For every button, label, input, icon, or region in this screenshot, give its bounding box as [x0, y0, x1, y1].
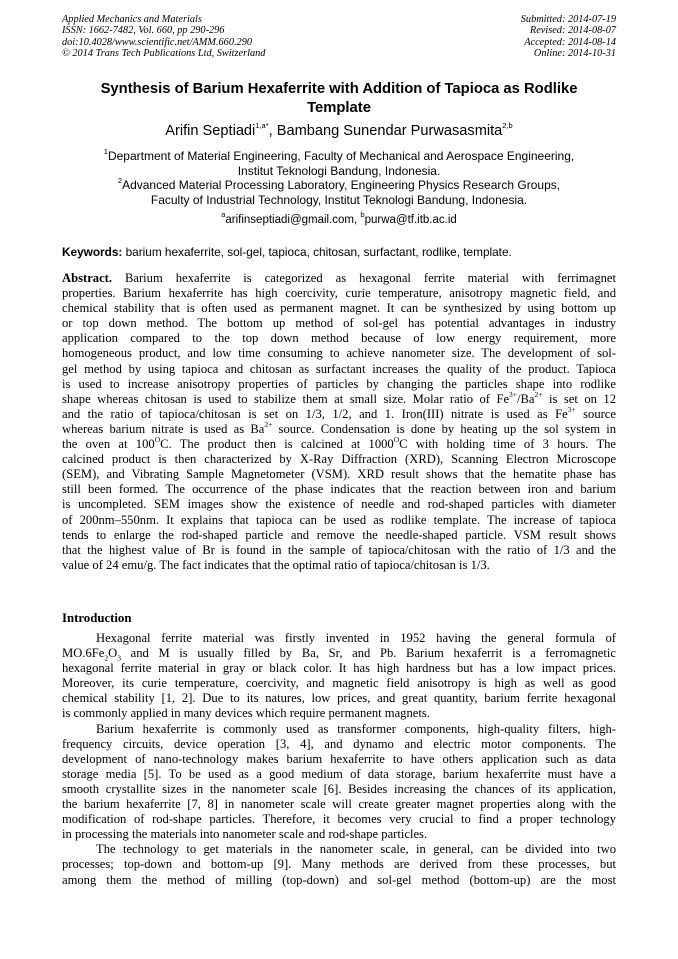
abstract-line — [62, 404, 616, 422]
affiliation-1-sup: 1 — [103, 147, 108, 156]
abstract-text: C. The product then is calcined at 1000 — [160, 437, 394, 452]
superscript: 3+ — [567, 404, 576, 414]
paragraph-line: is commonly applied in many devices which require permanent magnets. — [62, 706, 430, 721]
author-1-sup: 1,a* — [255, 121, 269, 131]
author-emails — [62, 210, 616, 227]
journal-name: Applied Mechanics and Materials — [62, 14, 202, 25]
email-b-sup: b — [360, 210, 365, 220]
superscript: 3+ — [509, 389, 518, 399]
abstract-text: source. Condensation is done by heating up the sol system in — [272, 421, 616, 436]
affiliation-2-line-2: Faculty of Industrial Technology, Institut Teknologi Bandung, Indonesia. — [150, 192, 528, 207]
introduction-body — [62, 631, 616, 888]
affiliation-1-line-1 — [62, 149, 616, 164]
date-online: Online: 2014-10-31 — [533, 48, 616, 60]
paragraph-text: O — [108, 646, 118, 661]
paragraph-text: and M is usually filled by Ba, Sr, and Pb. Barium hexaferrit is a ferromagnetic — [120, 646, 616, 661]
abstract — [62, 271, 616, 573]
title-line-1: Synthesis of Barium Hexaferrite with Addition of Tapioca as Rodlike — [100, 81, 578, 97]
paragraph-line: chemical stability [1, 2]. Due to its natures, low prices, and great quantity, barium ferrite hexagonal — [62, 691, 616, 706]
author-2-sup: 2,b — [502, 121, 513, 131]
superscript: 2+ — [534, 389, 543, 399]
paragraph-line: development of nano-technology makes barium hexaferrite to have others application such as data — [62, 751, 616, 766]
affiliation-2-text: Advanced Material Processing Laboratory, Engineering Physics Research Groups, — [122, 178, 561, 193]
paragraph-line: frequency circuits, device operation [3, 4], and dynamo and electric motor components. The — [62, 736, 616, 751]
abstract-text: shape whereas chitosan is used to stabilize them at small size. Molar ratio of Fe — [62, 391, 510, 406]
paragraph-line: smooth crystallite sizes in the nanometer scale [6]. Besides increasing the chances of its application, — [62, 781, 616, 796]
abstract-line — [62, 419, 616, 437]
superscript: O — [393, 434, 400, 444]
abstract-line: is uncompleted. SEM images show the existence of needle and rod-shaped particles with diameter — [62, 497, 616, 512]
abstract-label: Abstract. — [62, 271, 113, 285]
affiliation-1-line-2: Institut Teknologi Bandung, Indonesia. — [237, 163, 441, 178]
abstract-line — [62, 271, 616, 286]
abstract-text: Barium hexaferrite is categorized as hexagonal ferrite material with ferrimagnet — [112, 271, 616, 285]
abstract-line: properties. Barium hexaferrite has high coercivity, curie temperature, anisotropy magnetic field, and — [62, 286, 616, 301]
abstract-line: that the highest value of Br is found in the sample of tapioca/chitosan with the ratio of 1/3 and the — [62, 542, 616, 557]
paragraph-line: the barium hexaferrite [7, 8] in nanometer scale will create greater magnet properties along with the — [62, 797, 616, 812]
abstract-line: calcined product is then characterized by X-Ray Diffraction (XRD), Scanning Electron Microscope — [62, 452, 616, 467]
email-b[interactable]: purwa@tf.itb.ac.id — [364, 214, 457, 226]
affiliations — [62, 149, 616, 207]
superscript: 2+ — [264, 419, 273, 429]
affiliation-2-line-1 — [62, 178, 616, 193]
paragraph-line: storage media [5]. To be used as a good medium of data storage, barium hexaferrite must have a — [62, 766, 616, 781]
abstract-text: whereas barium nitrate is used as Ba — [62, 421, 265, 436]
journal-copyright: © 2014 Trans Tech Publications Ltd, Switzerland — [62, 48, 266, 60]
paragraph-line — [62, 646, 616, 661]
abstract-line — [62, 389, 616, 407]
abstract-text: C with holding time of 3 hours. The — [399, 437, 617, 452]
email-a[interactable]: arifinseptiadi@gmail.com, — [225, 214, 361, 226]
date-accepted: Accepted: 2014-08-14 — [524, 36, 616, 48]
author-list — [62, 122, 616, 140]
paragraph-line: Barium hexaferrite is commonly used as transformer components, high-quality filters, high- — [96, 721, 616, 736]
abstract-line: (SEM), and Vibrating Sample Magnetometer (VSM). XRD result shows that the hematite phase has — [62, 467, 616, 482]
keywords — [62, 245, 616, 260]
subscript: 2 — [104, 653, 109, 663]
title-line-2: Template — [307, 100, 371, 116]
keywords-label: Keywords: — [62, 245, 123, 259]
abstract-line: tends to enlarge the rod-shaped particle and remove the needle-shaped particle. VSM result shows — [62, 527, 616, 542]
abstract-text: is set on 12 — [542, 391, 616, 406]
abstract-text: source — [575, 406, 616, 421]
abstract-line: chemical stability that is often used as permanent magnet. It can be synthesized by using bottom up — [62, 301, 616, 316]
affiliation-1-text: Department of Material Engineering, Faculty of Mechanical and Aerospace Engineering, — [107, 149, 575, 163]
abstract-line: or top down method. The bottom up method of sol-gel has potential advantages in industry — [62, 316, 616, 331]
abstract-line: application compared to the top down method because of low energy requirement, more — [62, 331, 616, 346]
submission-dates — [521, 14, 616, 60]
email-a-sup: a — [221, 210, 226, 220]
journal-doi: doi:10.4028/www.scientific.net/AMM.660.290 — [62, 36, 252, 48]
date-revised: Revised: 2014-08-07 — [529, 25, 616, 37]
abstract-line: of 200nm–550nm. It explains that tapioca can be used as rodlike template. The increase of tapioca — [62, 512, 616, 527]
journal-info — [62, 14, 265, 60]
paragraph-line: modification of rod-shape particles. Therefore, it becomes very crucial to find a proper technology — [62, 812, 616, 827]
paragraph-line: in processing the materials into nanometer scale and rod-shape particles. — [62, 827, 428, 842]
author-separator: , — [268, 123, 277, 139]
paragraph-line: Hexagonal ferrite material was firstly invented in 1952 having the general formula of — [96, 631, 616, 645]
abstract-text: and the ratio of tapioca/chitosan is set on 1/3, 1/2, and 1. Iron(III) nitrate is used as Fe — [62, 406, 568, 421]
author-2: Bambang Sunendar Purwasasmita — [276, 123, 503, 139]
abstract-text: the oven at 100 — [62, 437, 155, 452]
superscript: O — [154, 434, 161, 444]
abstract-line: homogeneous product, and low time consuming to achieve nanometer size. The development of sol- — [62, 346, 616, 361]
paragraph-line: among them the method of milling (top-down) and sol-gel method (bottom-up) are the most — [62, 872, 616, 887]
abstract-line — [62, 434, 617, 452]
paragraph-line: The technology to get materials in the nanometer scale, in general, can be divided into two — [96, 842, 616, 857]
abstract-text: /Ba — [517, 391, 535, 406]
abstract-line: gel method by using tapioca and chitosan as surfactant increases the quality of the product. Tapioca — [62, 361, 616, 376]
subscript: 3 — [117, 653, 121, 663]
paragraph-line: processes; top-down and bottom-up [9]. Many methods are derived from these processes, but — [62, 857, 616, 872]
paragraph-text: MO.6Fe — [62, 646, 105, 661]
paragraph-line: Moreover, its curie temperature, coercivity, and magnetic field anisotropy is high as well as good — [62, 676, 616, 691]
journal-issn: ISSN: 1662-7482, Vol. 660, pp 290-296 — [62, 25, 225, 37]
affiliation-2-sup: 2 — [117, 176, 123, 186]
author-1: Arifin Septiadi — [165, 123, 256, 139]
date-submitted: Submitted: 2014-07-19 — [520, 14, 616, 25]
section-heading-introduction: Introduction — [62, 611, 132, 625]
abstract-line: value of 24 emu/g. The fact indicates that the optimal ratio of tapioca/chitosan is 1/3. — [62, 557, 490, 572]
abstract-line: is used to increase anisotropy properties of particles by changing the particles shape into rodlike — [62, 376, 616, 391]
keywords-text: barium hexaferrite, sol-gel, tapioca, chitosan, surfactant, rodlike, template. — [122, 245, 512, 259]
abstract-line: still been formed. The occurrence of the phase indicates that the reaction between iron and barium — [62, 482, 616, 497]
paper-title — [62, 80, 616, 118]
paragraph-line: hexagonal ferrite material in gray or black color. It has high hardness but has a low impact prices. — [62, 661, 616, 676]
